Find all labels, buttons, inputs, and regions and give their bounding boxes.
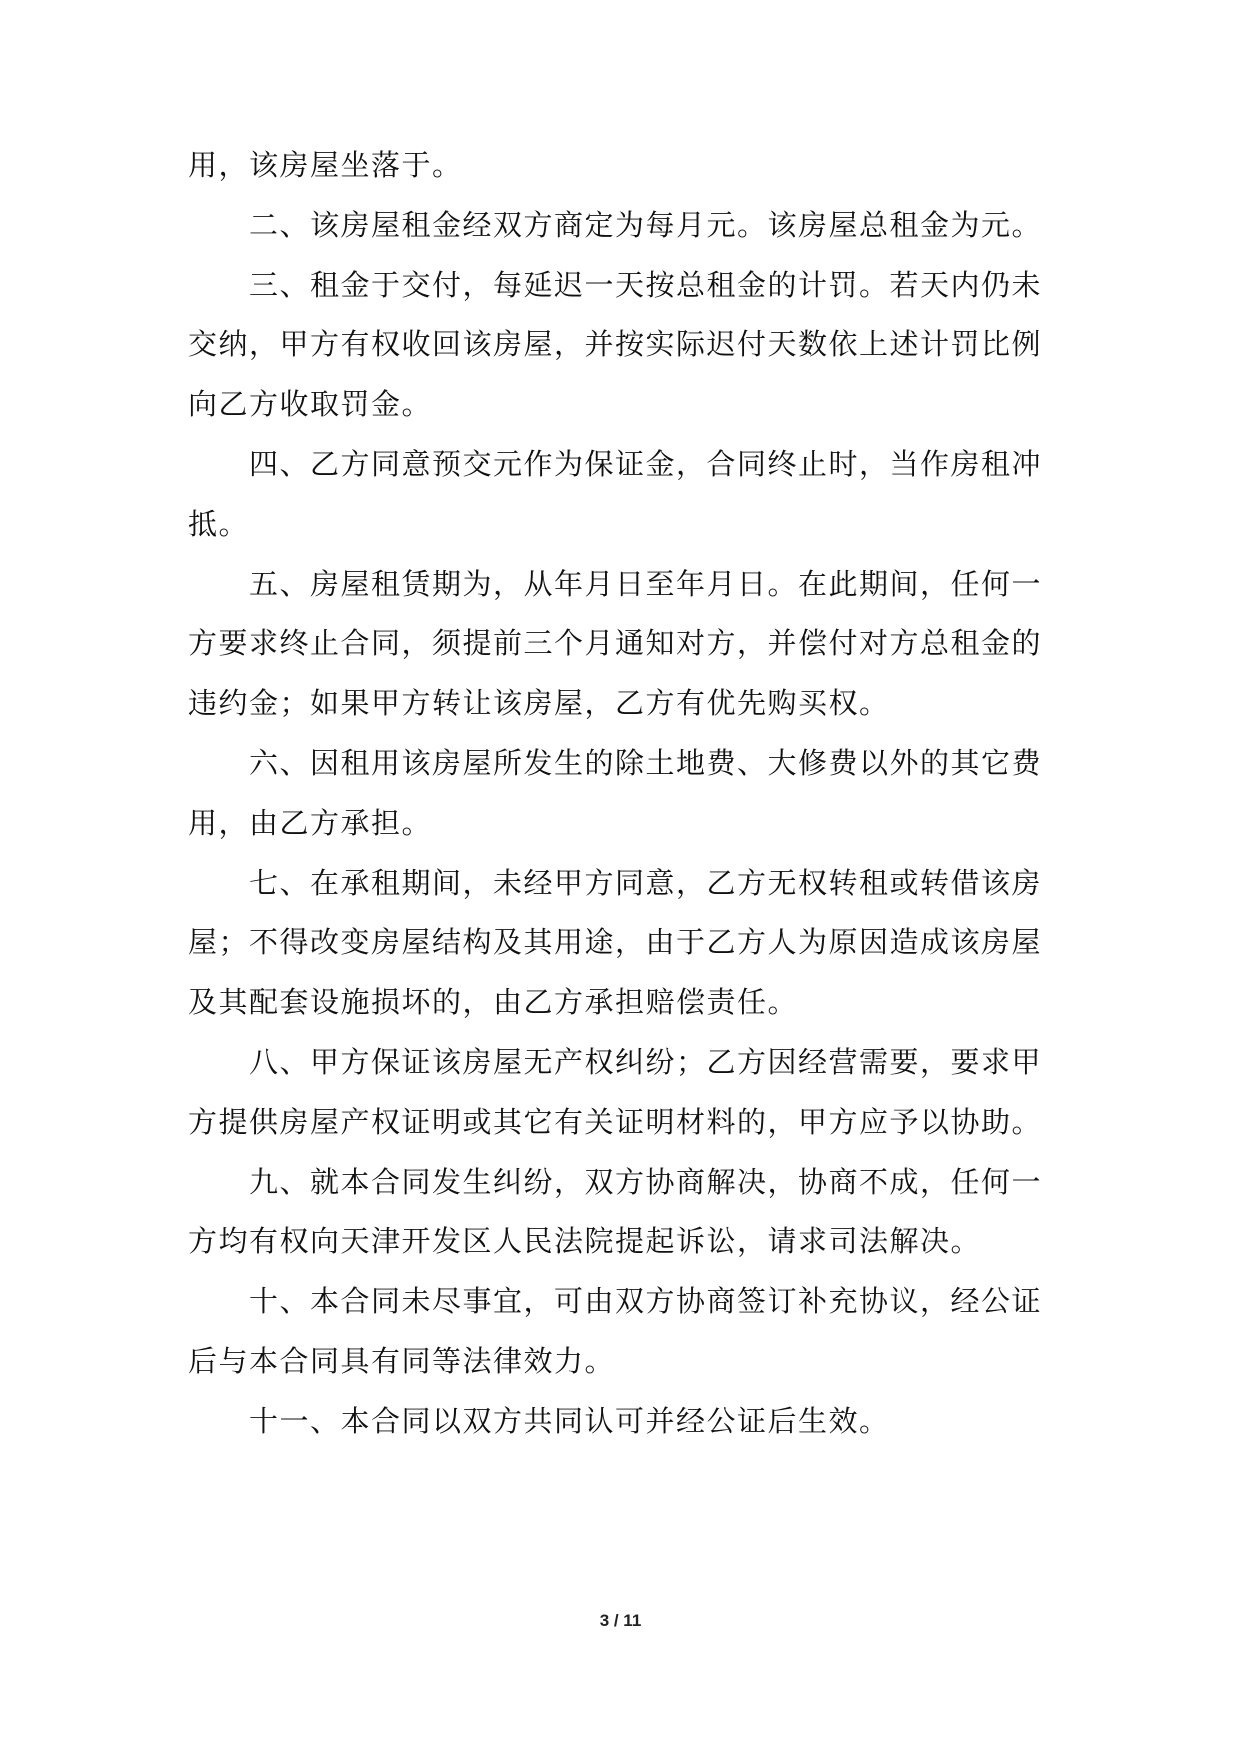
text-line: 十、本合同未尽事宜，可由双方协商签订补充协议，经公证 (249, 1284, 1043, 1318)
text-line: 方提供房屋产权证明或其它有关证明材料的，甲方应予以协助。 (188, 1105, 1043, 1139)
text-line: 及其配套设施损坏的，由乙方承担赔偿责任。 (188, 985, 799, 1019)
text-line: 三、租金于交付，每延迟一天按总租金的计罚。若天内仍未 (249, 268, 1043, 302)
text-line: 五、房屋租赁期为，从年月日至年月日。在此期间，任何一 (249, 567, 1043, 601)
text-line: 屋；不得改变房屋结构及其用途，由于乙方人为原因造成该房屋 (188, 925, 1043, 959)
text-line: 十一、本合同以双方共同认可并经公证后生效。 (249, 1404, 890, 1438)
page-number: 3 / 11 (599, 1611, 642, 1630)
text-line: 向乙方收取罚金。 (188, 387, 433, 421)
text-line: 方均有权向天津开发区人民法院提起诉讼，请求司法解决。 (188, 1224, 982, 1258)
text-line: 抵。 (188, 507, 250, 541)
text-line: 交纳，甲方有权收回该房屋，并按实际迟付天数依上述计罚比例 (188, 327, 1043, 361)
text-line: 八、甲方保证该房屋无产权纠纷；乙方因经营需要，要求甲 (249, 1045, 1043, 1079)
text-line: 违约金；如果甲方转让该房屋，乙方有优先购买权。 (188, 686, 890, 720)
text-line: 九、就本合同发生纠纷，双方协商解决，协商不成，任何一 (249, 1165, 1043, 1199)
text-line: 方要求终止合同，须提前三个月通知对方，并偿付对方总租金的 (188, 626, 1043, 660)
text-line: 七、在承租期间，未经甲方同意，乙方无权转租或转借该房 (249, 866, 1043, 900)
text-line: 用，由乙方承担。 (188, 806, 433, 840)
text-line: 六、因租用该房屋所发生的除土地费、大修费以外的其它费 (249, 746, 1043, 780)
text-line: 后与本合同具有同等法律效力。 (188, 1344, 616, 1378)
text-line: 二、该房屋租金经双方商定为每月元。该房屋总租金为元。 (249, 208, 1043, 242)
text-line: 四、乙方同意预交元作为保证金，合同终止时，当作房租冲 (249, 447, 1043, 481)
text-line: 用，该房屋坐落于。 (188, 148, 463, 182)
